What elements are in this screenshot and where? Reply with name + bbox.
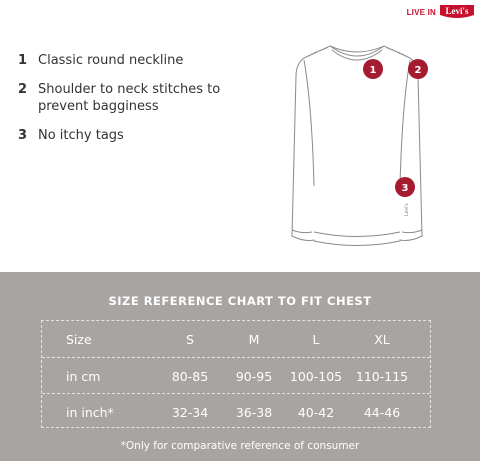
feature-text: Shoulder to neck stitches to prevent bagginess	[38, 82, 221, 114]
row-label: Size	[66, 331, 92, 347]
brand-tagline: LIVE IN	[406, 7, 436, 17]
feature-number: 2	[18, 82, 28, 97]
header-cell: S	[186, 331, 194, 347]
size-chart-footnote: *Only for comparative reference of consumer	[120, 440, 360, 452]
table-cell: 80-85	[171, 368, 209, 384]
marker-1	[363, 59, 383, 79]
table-cell: 36-38	[235, 404, 273, 420]
marker-3	[395, 177, 415, 197]
header-cell: L	[312, 331, 320, 347]
marker-2	[408, 59, 428, 79]
table-cell: 90-95	[235, 368, 273, 384]
feature-item	[18, 52, 258, 69]
size-chart-panel	[0, 272, 480, 461]
marker-number: 2	[414, 65, 422, 76]
header-cell: M	[248, 331, 260, 347]
size-table	[41, 320, 431, 428]
feature-text: No itchy tags	[38, 128, 124, 143]
header-cell: XL	[374, 331, 390, 347]
table-row	[42, 393, 430, 430]
row-label: in inch*	[66, 404, 114, 420]
size-chart-title: SIZE REFERENCE CHART TO FIT CHEST	[108, 294, 372, 308]
table-cell: 100-105	[289, 368, 343, 384]
brand-header	[407, 5, 474, 19]
table-cell: 32-34	[171, 404, 209, 420]
table-row	[42, 357, 430, 394]
table-header-row	[42, 321, 430, 357]
logo-text: Levi's	[445, 6, 469, 16]
feature-number: 3	[18, 128, 28, 143]
feature-text: Classic round neckline	[38, 53, 184, 68]
feature-number: 1	[18, 53, 28, 68]
levis-logo-icon	[440, 5, 474, 19]
feature-item	[18, 81, 258, 115]
row-label: in cm	[66, 368, 101, 384]
table-cell: 40-42	[297, 404, 335, 420]
shirt-illustration	[272, 36, 442, 266]
feature-list	[18, 52, 258, 156]
table-cell: 110-115	[355, 368, 409, 384]
feature-item	[18, 127, 258, 144]
marker-number: 1	[369, 65, 377, 76]
table-cell: 44-46	[363, 404, 401, 420]
marker-number: 3	[401, 183, 409, 194]
shirt-tag-text: Levi's	[404, 203, 410, 216]
